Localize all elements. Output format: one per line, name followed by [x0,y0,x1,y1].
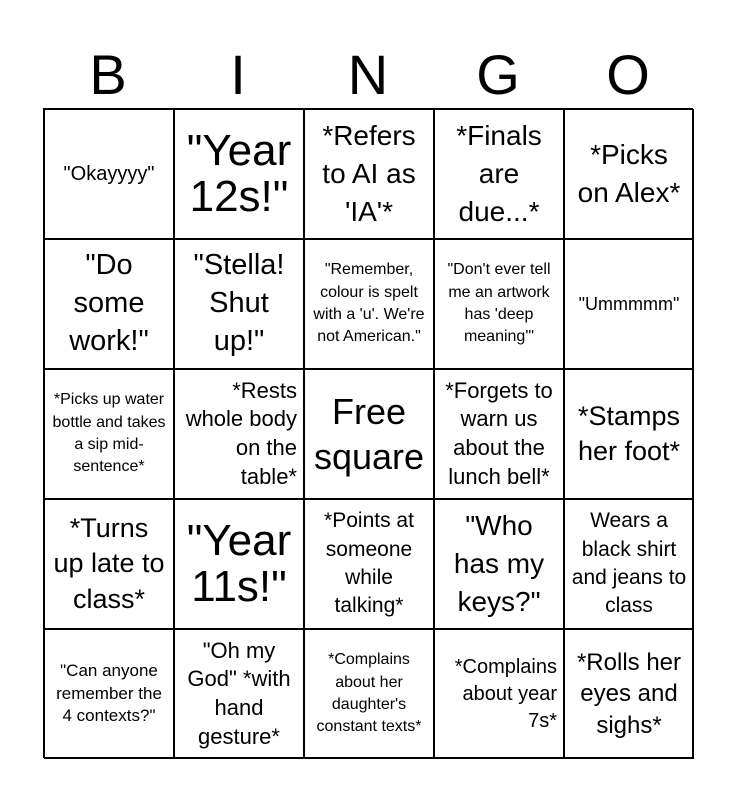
bingo-cell[interactable] [44,239,174,369]
header-letter-i: I [230,43,246,106]
cell-text: *Stamps her foot* [577,400,681,466]
bingo-cell[interactable] [174,499,304,629]
header-letter-b: B [89,43,127,106]
bingo-cell[interactable] [434,369,564,499]
cell-text: *Refers to AI as 'IA'* [322,120,416,227]
cell-text: *Turns up late to class* [53,513,165,614]
bingo-cell[interactable] [564,629,694,759]
bingo-cell[interactable] [434,109,564,239]
cell-text: Wears a black shirt and jeans to class [571,509,687,618]
bingo-header [43,40,693,110]
bingo-cell[interactable] [174,629,304,759]
cell-text: *Points at someone while talking* [324,509,414,618]
bingo-cell[interactable] [304,369,434,499]
cell-text: "Oh my God" *with hand gesture* [187,637,291,749]
bingo-cell[interactable] [564,369,694,499]
cell-text: *Picks on Alex* [577,139,681,208]
cell-text: *Forgets to warn us about the lunch bell* [445,377,553,489]
cell-text: *Rests whole body on the table* [185,377,297,489]
cell-text: "Year 12s!" [186,125,292,221]
bingo-cell[interactable] [564,499,694,629]
bingo-cell[interactable] [434,239,564,369]
bingo-cell[interactable] [44,499,174,629]
bingo-cell[interactable] [174,109,304,239]
header-letter-g: G [476,43,520,106]
bingo-cell[interactable] [304,109,434,239]
cell-text: *Rolls her eyes and sighs* [576,649,682,739]
cell-text: "Can anyone remember the 4 contexts?" [56,660,162,726]
header-letter-n: N [347,43,389,106]
bingo-cell[interactable] [44,109,174,239]
cell-text: *Finals are due...* [456,120,542,227]
cell-text: *Complains about year 7s* [454,655,557,732]
cell-text: "Don't ever tell me an artwork has 'deep meaning'" [447,261,551,346]
header-letter-o: O [606,43,650,106]
bingo-cell[interactable] [44,369,174,499]
bingo-cell[interactable] [174,369,304,499]
bingo-cell[interactable] [44,629,174,759]
bingo-cell[interactable] [564,239,694,369]
bingo-grid [43,108,693,758]
bingo-cell[interactable] [304,499,434,629]
cell-text: "Remember, colour is spelt with a 'u'. We're not American." [313,261,425,346]
bingo-cell[interactable] [304,629,434,759]
bingo-cell[interactable] [174,239,304,369]
cell-text: *Picks up water bottle and takes a sip mid-sentence* [52,391,166,476]
bingo-cell[interactable] [434,499,564,629]
bingo-cell[interactable] [434,629,564,759]
cell-text: Free square [313,391,425,477]
cell-text: "Okayyyy" [63,162,155,185]
bingo-cell[interactable] [304,239,434,369]
cell-text: "Who has my keys?" [453,510,545,617]
cell-text: "Year 11s!" [186,515,292,611]
bingo-cell[interactable] [564,109,694,239]
cell-text: *Complains about her daughter's constant texts* [316,651,422,736]
cell-text: "Do some work!" [69,249,149,357]
cell-text: "Ummmmm" [578,293,680,314]
cell-text: "Stella! Shut up!" [193,249,285,357]
